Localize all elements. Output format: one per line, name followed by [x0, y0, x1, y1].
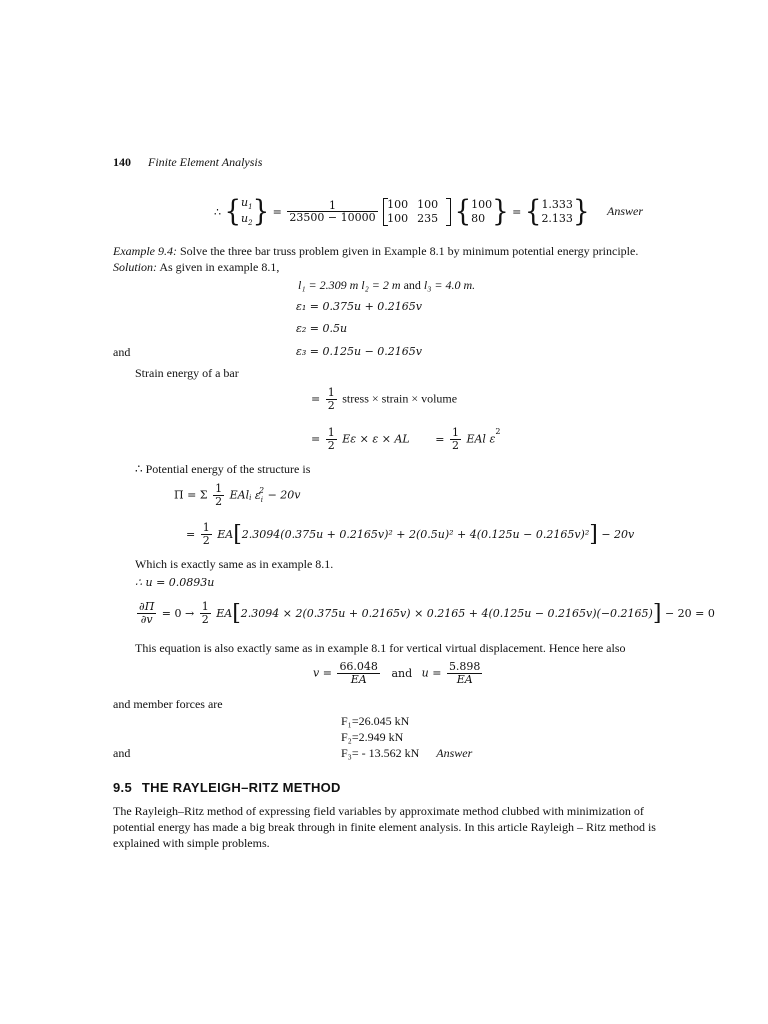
strain-e1: ε₁ = 0.375u + 0.2165v — [296, 300, 423, 313]
strain-e3: ε₃ = 0.125u − 0.2165v — [296, 345, 423, 358]
force-f3: F₃= - 13.562 kN — [341, 746, 420, 760]
derivative-equation: $\frac{\partial\Pi}{\partial v}$ = 0 → $\frac{1}{2}$ EA[2.3094 × 2(0.375u + 0.2165v) × 0.2165 + 4(0.125u − 0.2165v)(−0.2165)] − 20 = 0 — [139, 600, 715, 626]
potential-intro: ∴ Potential energy of the structure is — [135, 462, 311, 476]
strain-energy-line2: = $\frac{1}{2}$ Eε × ε × AL = $\frac{1}{2}$ EAl $\varepsilon^2$ — [311, 426, 501, 452]
member-forces-intro: and member forces are — [113, 697, 223, 711]
equation-displacement-solution: ∴ { $u_1$ $u_2$ } = $\frac{1}{23500 - 10000}$ 100 100 100 235 { 100 80 } = { 1.333 2.133 } Answer — [214, 195, 643, 229]
solution-text: As given in example 8.1, — [157, 260, 280, 274]
u-fraction: $\frac{5.898}{EA}$ — [448, 660, 481, 686]
strain-e2: ε₂ = 0.5u — [296, 322, 348, 335]
solution-line — [113, 260, 279, 275]
strain-and-label: and — [113, 345, 131, 359]
strain-energy-expr: Eε × ε × AL — [342, 432, 410, 446]
stiffness-matrix: 100 100 100 235 — [383, 198, 451, 226]
strain-energy-formula: stress × strain × volume — [342, 391, 458, 406]
displacement-results: v = $\frac{66.048}{EA}$ and u = $\frac{5.898}{EA}$ — [313, 660, 481, 686]
running-title: Finite Element Analysis — [148, 155, 263, 169]
pi-sigma: Π = Σ — [174, 488, 208, 502]
half-fraction-6: $\frac{1}{2}$ — [201, 600, 209, 626]
u-result: ∴ u = 0.0893u — [135, 576, 215, 589]
force-and-label: and — [113, 746, 131, 760]
example-text: Solve the three bar truss problem given in Example 8.1 by minimum potential energy principle. — [176, 244, 639, 258]
half-fraction-5: $\frac{1}{2}$ — [202, 521, 210, 547]
half-fraction-3: $\frac{1}{2}$ — [451, 426, 459, 452]
deriv-inner: 2.3094 × 2(0.375u + 0.2165v) × 0.2165 + 4(0.125u − 0.2165v)(−0.2165) — [240, 607, 653, 620]
solution-label: Solution: — [113, 260, 157, 274]
answer-label: Answer — [606, 204, 643, 219]
deriv-tail: − 20 = 0 — [664, 607, 715, 620]
force-answer-label: Answer — [436, 746, 473, 760]
bar-lengths — [298, 278, 475, 293]
section-heading — [113, 780, 341, 795]
load-vector: 100 80 — [471, 198, 493, 225]
length-l2: l₂ = 2 m — [361, 278, 401, 292]
length-and: and — [403, 278, 421, 292]
result-vector: 1.333 2.133 — [541, 198, 573, 225]
example-statement — [113, 244, 638, 259]
therefore-symbol: ∴ — [214, 205, 221, 219]
expanded-ea: EA — [217, 528, 234, 541]
force-f2: F₂=2.949 kN — [341, 730, 404, 744]
expanded-tail: − 20v — [601, 528, 635, 541]
force-f1: F₁=26.045 kN — [341, 714, 410, 728]
expanded-inner: 2.3094(0.375u + 0.2165v)² + 2(0.5u)² + 4(0.125u − 0.2165v)² — [241, 528, 590, 541]
half-fraction: $\frac{1}{2}$ — [327, 386, 335, 412]
same-virtual-displacement-note: This equation is also exactly same as in example 8.1 for vertical virtual displacement. Hence here also — [135, 641, 626, 655]
same-as-example-note: Which is exactly same as in example 8.1. — [135, 557, 334, 571]
strain-energy-line1: = $\frac{1}{2}$ stress × strain × volume — [311, 386, 458, 412]
pi-load-term: − 20v — [267, 488, 301, 502]
half-fraction-2: $\frac{1}{2}$ — [327, 426, 335, 452]
section-number: 9.5 — [113, 780, 132, 795]
v-fraction: $\frac{66.048}{EA}$ — [339, 660, 378, 686]
force-f3-line — [341, 746, 472, 761]
length-l3: l₃ = 4.0 m. — [423, 278, 476, 292]
potential-energy-equation: Π = Σ $\frac{1}{2}$ EAl$_i$ $\varepsilon_i^2 - 20v$ — [174, 482, 301, 508]
half-fraction-4: $\frac{1}{2}$ — [215, 482, 223, 508]
length-l1: l₁ = 2.309 m — [298, 278, 359, 292]
displacement-vector: $u_1$ $u_2$ — [241, 196, 253, 227]
determinant-fraction: $\frac{1}{23500 - 10000}$ — [289, 198, 376, 225]
page-number: 140 — [113, 155, 131, 169]
strain-energy-result: EAl ε — [466, 432, 496, 446]
deriv-ea: EA — [216, 607, 233, 620]
section-title: THE RAYLEIGH–RITZ METHOD — [141, 780, 341, 795]
pi-term: EAl — [229, 488, 250, 502]
strain-energy-title: Strain energy of a bar — [135, 366, 239, 380]
section-paragraph: The Rayleigh–Ritz method of expressing field variables by approximate method clubbed with minimization of potential energy has made a big break through in finite element analysis. In this article Rayleigh – Ritz method is explained with simple problems. — [113, 804, 656, 850]
partial-derivative: $\frac{\partial\Pi}{\partial v}$ — [139, 600, 155, 626]
example-label: Example 9.4: — [113, 244, 177, 258]
page-header — [113, 155, 262, 170]
potential-energy-expanded: = $\frac{1}{2}$ EA[2.3094(0.375u + 0.2165v)² + 2(0.5u)² + 4(0.125u − 0.2165v)²] − 20v — [186, 521, 635, 547]
